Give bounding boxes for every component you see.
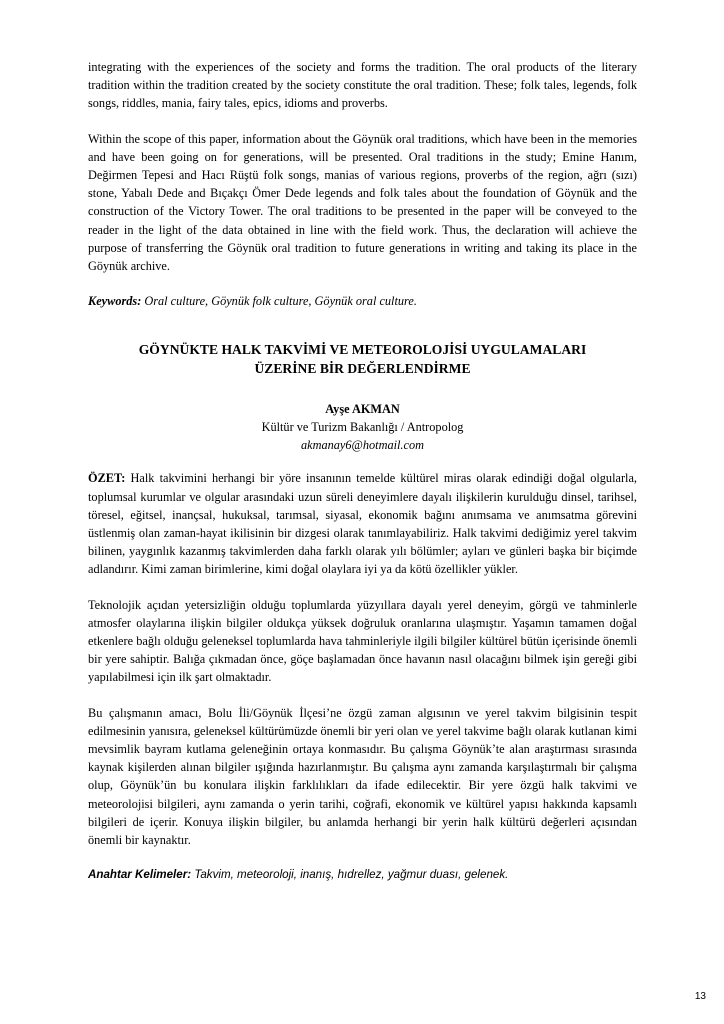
author-affiliation: Kültür ve Turizm Bakanlığı / Antropolog [261,420,464,435]
article-title-line-1: GÖYNÜKTE HALK TAKVİMİ VE METEOROLOJİSİ UYGULAMALARI [138,342,587,358]
ozet-paragraph-3: Bu çalışmanın amacı, Bolu İli/Göynük İlçesi’ne özgü zaman algısının ve yerel takvim bilgisinin tespit edilmesinin yanısıra, geleneksel kültürümüzde önemli bir yeri olan ve yerel takvime bağlı olarak kutlanan kimi mevsimlik bayram kutlama geleneğinin ortaya konmasıdır. Bu çalışma Göynük’te alan araştırması sırasında kaynak kişilerden alınan bilgiler ışığında hazırlanmıştır. Bu çalışma aynı zamanda karşılaştırmalı bir çalışma olup, Göynük’ün bu konulara ilişkin farklılıkları da ifade edilecektir. Bir yere özgü halk takvimi ve meteorolojisi bilgileri, aynı zamanda o yerin tarihi, coğrafi, ekonomik ve kültürel yapısı hakkında kapsamlı bilgileri de içerir. Konuya ilişkin bilgiler, bu anlamda herhangi bir yerin halk kültürü değerleri açısından önemli bir kaynaktır. [88,705,637,848]
ozet-paragraph-2: Teknolojik açıdan yetersizliğin olduğu toplumlarda yüzyıllara dayalı yerel deneyim, görgü ve tahminlerle atmosfer olaylarına ilişkin bilgiler oldukça yüksek doğruluk oranlarına ulaşmıştır. Yaşamın tamamen doğal etkenlere bağlı olduğu geleneksel toplumlarda hava tahminleriyle ilgili bilgiler kültürel bütün içerisinde önemli bir yere sahiptir. Balığa çıkmadan önce, göçe başlamadan önce havanın nasıl olacağını bilmek işin gereği gibi yapılabilmesi için ilk şart olmaktadır. [88,597,637,685]
english-keywords [88,292,637,310]
article-title [88,340,637,378]
ozet-paragraph-1 [88,469,637,578]
author-block [88,400,637,454]
turkish-keywords [88,866,637,884]
english-abstract-paragraph-2: Within the scope of this paper, information about the Göynük oral traditions, which have been in the memories and have been going on for generations, will be presented. Oral traditions in the study; Emine Hanım, Değirmen Tepesi and Hacı Rüştü folk songs, manias of various regions, proverbs of the region, ağrı (sızı) stone, Yabalı Dede and Bıçakçı Ömer Dede legends and folk tales about the foundation of Göynük and the construction of the Victory Tower. The oral traditions to be presented in the paper will be conveyed to the reader in the light of the data obtained in line with the field work. Thus, the declaration will achieve the purpose of transferring the Göynük oral tradition to future generations in writing and taking its place in the Göynük archive. [88,131,637,274]
page-content [88,58,637,902]
article-title-line-2: ÜZERİNE BİR DEĞERLENDİRME [254,361,471,377]
anahtar-kelimeler-text: Takvim, meteoroloji, inanış, hıdrellez, yağmur duası, gelenek. [191,868,509,882]
ozet-paragraph-1-text: Halk takvimini herhangi bir yöre insanının temelde kültürel miras olarak edindiği doğal olgularla, toplumsal kurumlar ve olgular arasındaki uzun süreli deneyimlere dayalı ilişkilerin kurulduğu dinsel, tarihsel, töresel, eğitsel, inançsal, hukuksal, tarımsal, siyasal, ekonomik bağını anımsama ve anımsatma görevini üstlenmiş olan zaman-hayat ikilisinin bir dizgesi olarak tanımlayabiliriz. Halk takvimi dediğimiz yerel takvim bilinen, yaygınlık kazanmış takvimlerden daha farklı olarak yılı bölümler; ayları ve günleri başka bir biçimde adlandırır. Kimi zaman birimlerine, kimi doğal olaylara iyi ya da kötü özellikler yükler. [88,471,637,577]
ozet-label: ÖZET: [88,471,126,486]
english-abstract-paragraph-1: integrating with the experiences of the society and forms the tradition. The oral products of the literary tradition within the tradition created by the society constitute the oral tradition. These; folk tales, legends, folk songs, riddles, mania, fairy tales, epics, idioms and proverbs. [88,60,637,111]
anahtar-kelimeler-label: Anahtar Kelimeler: [88,868,192,882]
keywords-label: Keywords: [88,294,142,309]
author-email: akmanay6@hotmail.com [301,438,424,453]
keywords-text: Oral culture, Göynük folk culture, Göynük oral culture. [141,294,417,309]
page-number: 13 [694,991,706,1002]
author-name: Ayşe AKMAN [325,402,400,417]
